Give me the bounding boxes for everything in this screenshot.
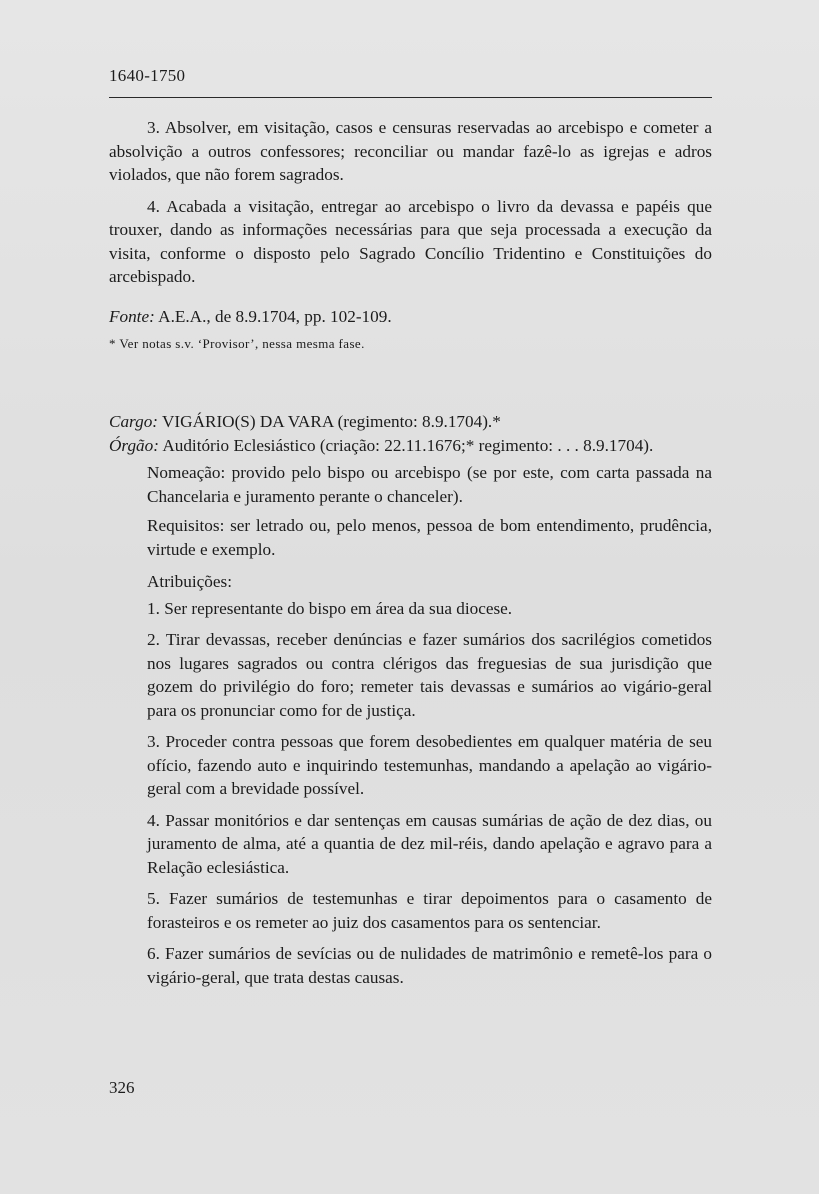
section-previous-continuation — [109, 116, 712, 353]
orgao-label: Órgão: — [109, 435, 159, 455]
source-line — [109, 305, 712, 329]
footnote: * Ver notas s.v. ‘Provisor’, nessa mesma fase. — [109, 336, 365, 351]
orgao-line — [109, 434, 712, 458]
requisitos-paragraph: Requisitos: ser letrado ou, pelo menos, pessoa de bom entendimento, prudência, virtude e exemplo. — [147, 516, 712, 559]
attribution-item-3: 3. Absolver, em visitação, casos e censuras reservadas ao arcebispo e cometer a absolvição a outros confessores; reconciliar ou mandar fazê-lo as igrejas e adros violados, que não forem sagrados. — [109, 118, 712, 184]
atribuicao-2: 2. Tirar devassas, receber denúncias e fazer sumários dos sacrilégios cometidos nos lugares sagrados ou contra clérigos das freguesias de sua jurisdição que gozem do privilégio do foro; remeter tais devassas e sumários ao vigário-geral para os pronunciar como for de justiça. — [147, 630, 712, 720]
atribuicao-4: 4. Passar monitórios e dar sentenças em causas sumárias de ação de dez dias, ou juramento de alma, até a quantia de dez mil-réis, dando apelação e agravo para a Relação eclesiástica. — [147, 810, 712, 877]
orgao-text: Auditório Eclesiástico (criação: 22.11.1676;* regimento: . . . 8.9.1704). — [158, 435, 654, 455]
nomeacao-paragraph: Nomeação: provido pelo bispo ou arcebispo (se por este, com carta passada na Chancelaria e juramento perante o chanceler). — [147, 463, 712, 506]
atribuicoes-heading: Atribuições: — [147, 572, 232, 591]
attribution-item-4: 4. Acabada a visitação, entregar ao arcebispo o livro da devassa e papéis que trouxer, dando as informações necessárias para que seja processada a execução da visita, conforme o disposto pelo Sagrado Concílio Tridentino e Constituições do arcebispado. — [109, 196, 712, 286]
cargo-label: Cargo: — [109, 412, 159, 431]
source-text: A.E.A., de 8.9.1704, pp. 102-109. — [154, 306, 392, 326]
atribuicao-6: 6. Fazer sumários de sevícias ou de nulidades de matrimônio e remetê-los para o vigário-geral, que trata destas causas. — [147, 944, 712, 987]
section-vigario-da-vara — [109, 410, 712, 989]
source-label: Fonte: — [109, 306, 155, 326]
cargo-line — [109, 410, 712, 434]
page-number: 326 — [109, 1078, 135, 1097]
cargo-text: VIGÁRIO(S) DA VARA (regimento: 8.9.1704).* — [158, 412, 501, 431]
atribuicao-1: 1. Ser representante do bispo em área da sua diocese. — [147, 598, 513, 618]
running-head: 1640-1750 — [109, 66, 186, 85]
atribuicao-3: 3. Proceder contra pessoas que forem desobedientes em qualquer matéria de seu ofício, fazendo auto e inquirindo testemunhas, mandando a apelação ao vigário-geral com a brevidade possível. — [147, 732, 712, 798]
atribuicao-5: 5. Fazer sumários de testemunhas e tirar depoimentos para o casamento de forasteiros e os remeter ao juiz dos casamentos para os sentenciar. — [147, 889, 712, 932]
header-rule — [109, 97, 712, 98]
